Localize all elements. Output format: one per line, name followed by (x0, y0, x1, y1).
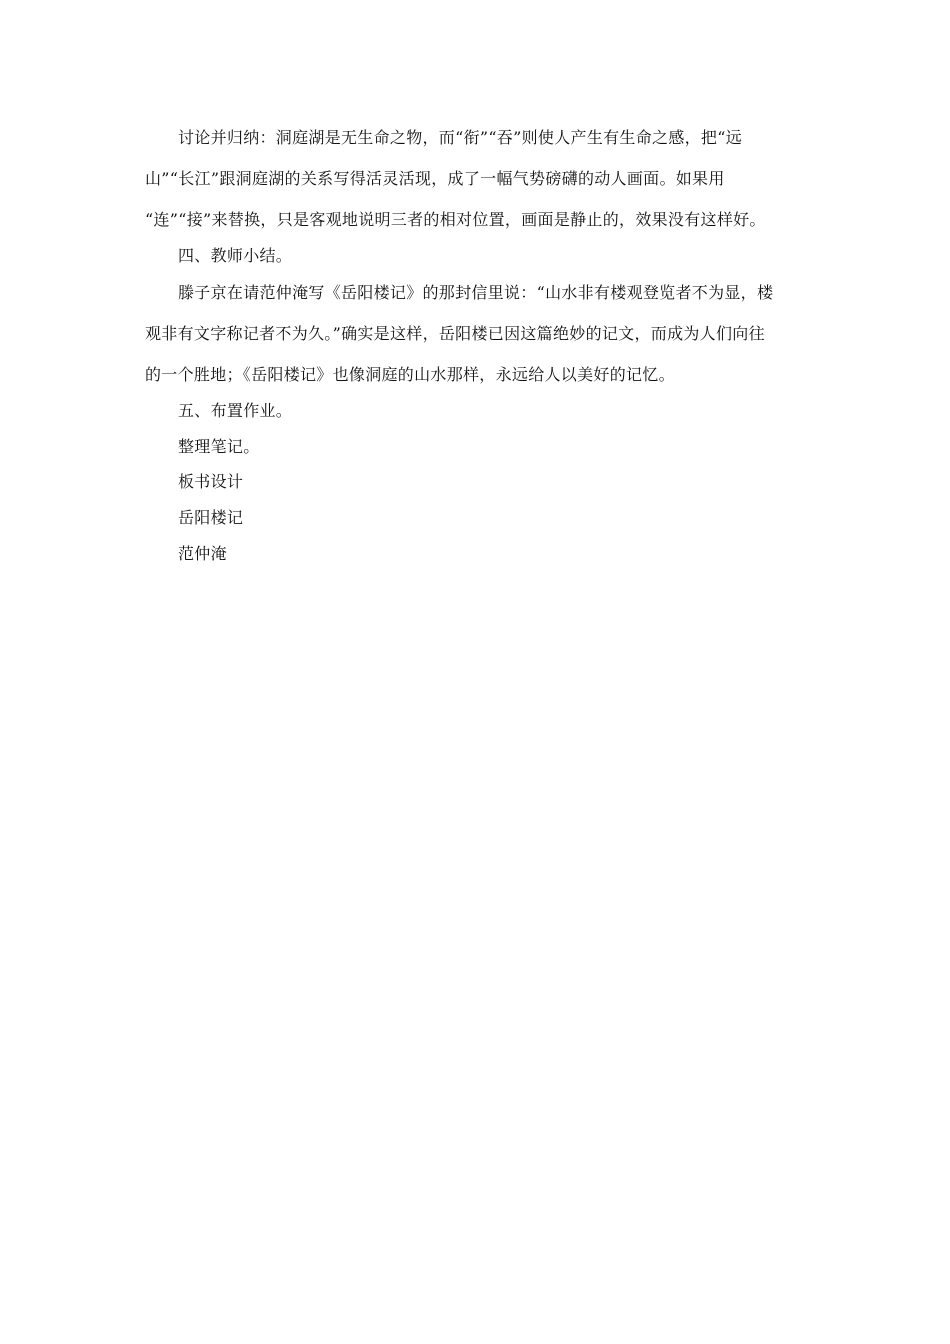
homework-item: 整理笔记。 (178, 437, 260, 456)
board-author: 范仲淹 (178, 544, 227, 563)
discussion-paragraph-line-3: “连”“接”来替换，只是客观地说明三者的相对位置，画面是静止的，效果没有这样好。 (145, 210, 766, 229)
summary-paragraph-line-1: 滕子京在请范仲淹写《岳阳楼记》的那封信里说：“山水非有楼观登览者不为显，楼 (178, 283, 774, 302)
section-heading-summary: 四、教师小结。 (178, 246, 293, 265)
summary-paragraph-line-2: 观非有文字称记者不为久。”确实是这样，岳阳楼已因这篇绝妙的记文，而成为人们向往 (145, 324, 765, 343)
section-heading-homework: 五、布置作业。 (178, 401, 293, 420)
board-design-heading: 板书设计 (178, 472, 244, 491)
board-title: 岳阳楼记 (178, 508, 244, 527)
discussion-paragraph-line-1: 讨论并归纳：洞庭湖是无生命之物，而“衔”“吞”则使人产生有生命之感，把“远 (178, 128, 742, 147)
summary-paragraph-line-3: 的一个胜地；《岳阳楼记》也像洞庭的山水那样，永远给人以美好的记忆。 (145, 365, 675, 384)
discussion-paragraph-line-2: 山”“长江”跟洞庭湖的关系写得活灵活现，成了一幅气势磅礴的动人画面。如果用 (145, 169, 725, 188)
